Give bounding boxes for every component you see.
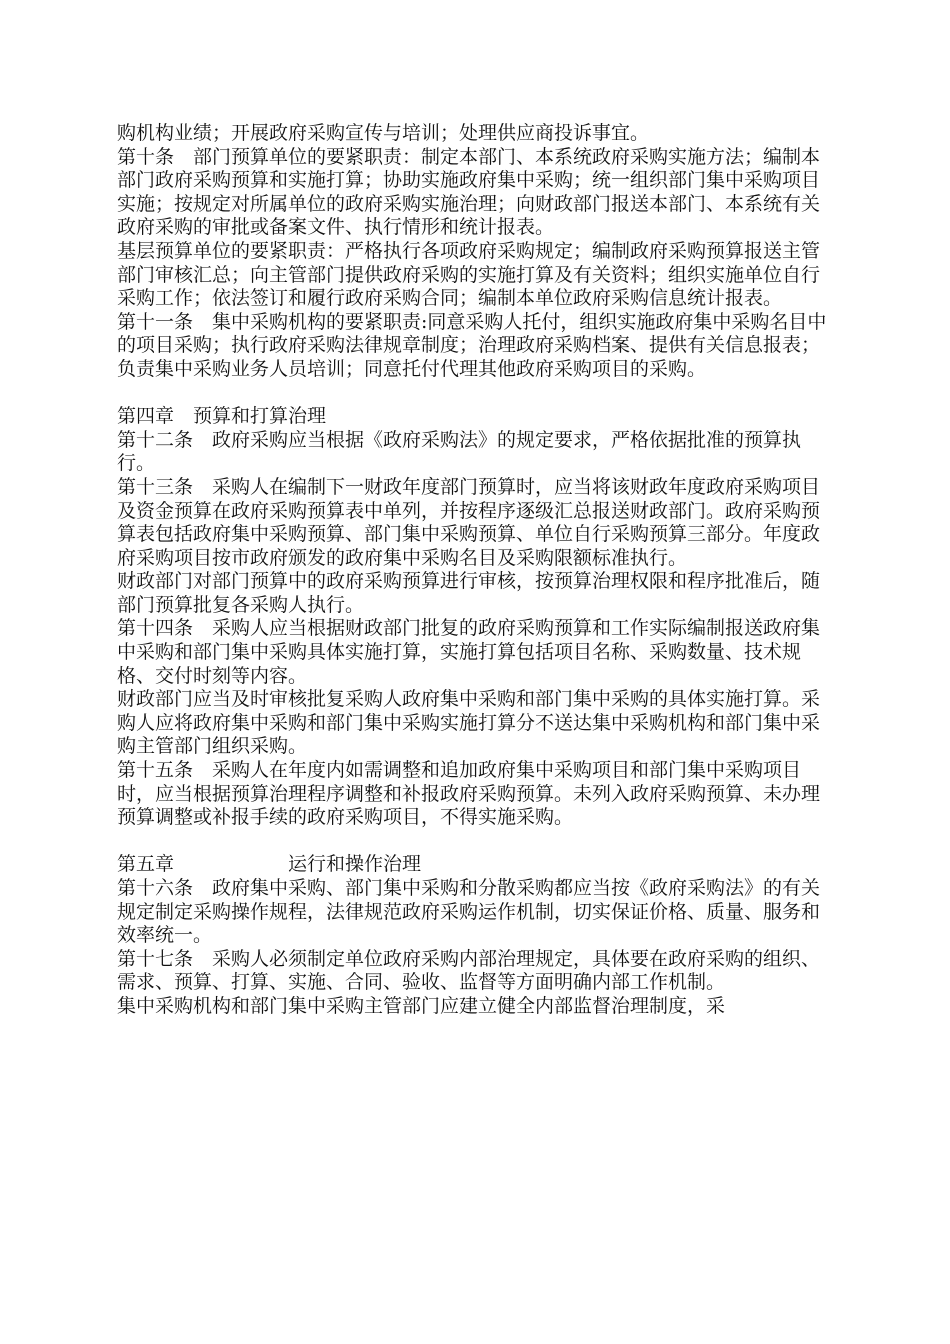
article-11: 第十一条 集中采购机构的要紧职责:同意采购人托付，组织实施政府集中采购名目中的项目采购；执行政府采购法律规章制度；治理政府采购档案、提供有关信息报表；负责集中采购业务人员培训；同意托付代理其他政府采购项目的采购。: [117, 310, 827, 380]
paragraph-internal-supervision: 集中采购机构和部门集中采购主管部门应建立健全内部监督治理制度，采: [117, 994, 726, 1017]
article-15: 第十五条 采购人在年度内如需调整和追加政府集中采购项目和部门集中采购项目时，应当根据预算治理程序调整和补报政府采购预算。未列入政府采购预算、未办理预算调整或补报手续的政府采购项目，不得实施采购。: [117, 759, 821, 829]
document-body: [117, 122, 835, 1019]
paragraph-continuation: 购机构业绩；开展政府采购宣传与培训；处理供应商投诉事宜。: [117, 122, 650, 144]
article-14: 第十四条 采购人应当根据财政部门批复的政府采购预算和工作实际编制报送政府集中采购和部门集中采购具体实施打算，实施打算包括项目名称、采购数量、技术规格、交付时刻等内容。: [117, 617, 821, 687]
paragraph-grassroots-duties: 基层预算单位的要紧职责：严格执行各项政府采购规定；编制政府采购预算报送主管部门审核汇总；向主管部门提供政府采购的实施打算及有关资料；组织实施单位自行采购工作；依法签订和履行政府采购合同；编制本单位政府采购信息统计报表。: [117, 239, 821, 310]
blank-line: [117, 382, 835, 406]
article-13: 第十三条 采购人在编制下一财政年度部门预算时，应当将该财政年度政府采购项目及资金预算在政府采购预算表中单列，并按程序逐级汇总报送财政部门。政府采购预算表包括政府集中采购预算、部门集中采购预算、单位自行采购预算三部分。年度政府采购项目按市政府颁发的政府集中采购名目及采购限额标准执行。: [117, 475, 821, 569]
article-10: 第十条 部门预算单位的要紧职责：制定本部门、本系统政府采购实施方法；编制本部门政府采购预算和实施打算；协助实施政府集中采购；统一组织部门集中采购项目实施；按规定对所属单位的政府采购实施治理；向财政部门报送本部门、本系统有关政府采购的审批或备案文件、执行情形和统计报表。: [117, 145, 821, 239]
blank-line: [117, 830, 835, 854]
paragraph-budget-review: 财政部门对部门预算中的政府采购预算进行审核，按预算治理权限和程序批准后，随部门预算批复各采购人执行。: [117, 570, 821, 616]
article-12: 第十二条 政府采购应当根据《政府采购法》的规定要求，严格依据批准的预算执行。: [117, 428, 802, 475]
article-17: 第十七条 采购人必须制定单位政府采购内部治理规定，具体要在政府采购的组织、需求、预算、打算、实施、合同、验收、监督等方面明确内部工作机制。: [117, 947, 821, 994]
paragraph-plan-approval: 财政部门应当及时审核批复采购人政府集中采购和部门集中采购的具体实施打算。采购人应将政府集中采购和部门集中采购实施打算分不送达集中采购机构和部门集中采购主管部门组织采购。: [117, 688, 821, 758]
chapter-5-heading: 第五章 运行和操作治理: [117, 853, 422, 876]
chapter-4-heading: 第四章 预算和打算治理: [117, 405, 327, 428]
article-16: 第十六条 政府集中采购、部门集中采购和分散采购都应当按《政府采购法》的有关规定制定采购操作规程，法律规范政府采购运作机制，切实保证价格、质量、服务和效率统一。: [117, 877, 821, 947]
